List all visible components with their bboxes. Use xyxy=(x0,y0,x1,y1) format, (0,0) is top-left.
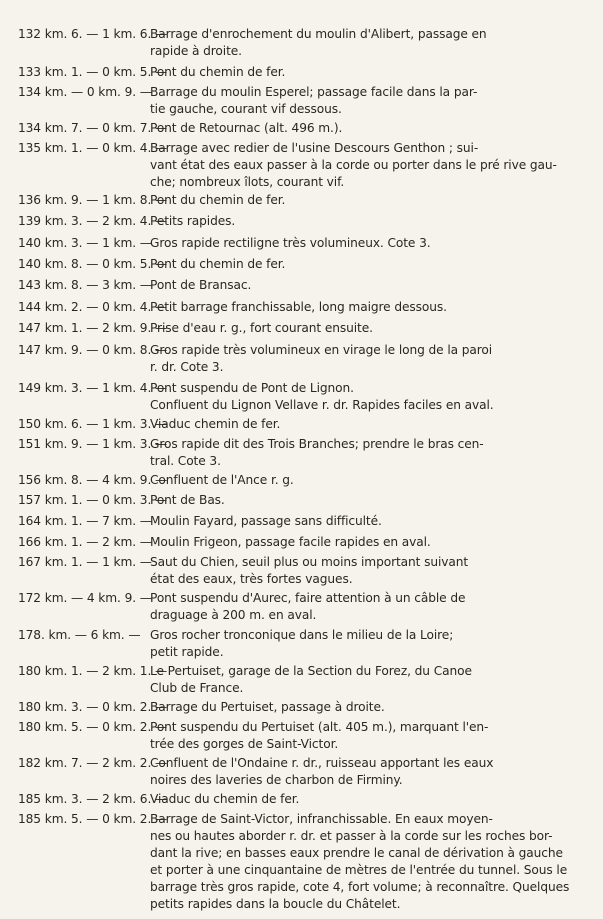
description-line: Saut du Chien, seuil plus ou moins important suivant xyxy=(150,555,469,569)
description-line: trée des gorges de Saint-Victor. xyxy=(150,737,339,751)
km-marker: 149 km. 3. — 1 km. 4. — xyxy=(18,381,168,395)
km-marker: 178. km. — 6 km. — xyxy=(18,628,141,642)
entry-description xyxy=(150,213,562,230)
description-line: Pont suspendu d'Aurec, faire attention à un câble de xyxy=(150,591,466,605)
entry-description xyxy=(150,492,562,509)
km-marker: 134 km. 7. — 0 km. 7. — xyxy=(18,121,168,135)
description-line: Pont de Bas. xyxy=(150,493,225,507)
description-line: nes ou hautes aborder r. dr. et passer à la corde sur les roches bor- xyxy=(150,829,553,843)
description-line: draguage à 200 m. en aval. xyxy=(150,608,317,622)
entry-description xyxy=(150,791,562,808)
description-line: Barrage du Pertuiset, passage à droite. xyxy=(150,700,385,714)
description-line: Barrage avec redier de l'usine Descours Genthon ; sui- xyxy=(150,141,479,155)
description-line: Gros rapide rectiligne très volumineux. Cote 3. xyxy=(150,236,431,250)
km-marker: 139 km. 3. — 2 km. 4. — xyxy=(18,214,168,228)
km-marker: 180 km. 1. — 2 km. 1. — xyxy=(18,664,168,678)
km-marker: 144 km. 2. — 0 km. 4. — xyxy=(18,300,168,314)
entry-description xyxy=(150,64,562,81)
km-marker: 133 km. 1. — 0 km. 5. — xyxy=(18,65,168,79)
km-marker: 134 km. — 0 km. 9. — xyxy=(18,85,152,99)
km-marker: 147 km. 9. — 0 km. 8. — xyxy=(18,343,168,357)
description-line: Moulin Frigeon, passage facile rapides en aval. xyxy=(150,535,431,549)
km-marker: 185 km. 3. — 2 km. 6. — xyxy=(18,792,168,806)
description-line: tie gauche, courant vif dessous. xyxy=(150,102,342,116)
description-line: Pont de Retournac (alt. 496 m.). xyxy=(150,121,343,135)
description-line: Le Pertuiset, garage de la Section du Forez, du Canoe xyxy=(150,664,472,678)
description-line: et porter à une cinquantaine de mètres de l'entrée du tunnel. Sous le xyxy=(150,863,568,877)
description-line: Barrage du moulin Esperel; passage facile dans la par- xyxy=(150,85,478,99)
km-marker: 182 km. 7. — 2 km. 2. — xyxy=(18,756,168,770)
description-line: état des eaux, très fortes vagues. xyxy=(150,572,353,586)
km-marker: 180 km. 3. — 0 km. 2. — xyxy=(18,700,168,714)
entry-description xyxy=(150,192,562,209)
km-marker: 136 km. 9. — 1 km. 8. — xyxy=(18,193,168,207)
km-marker: 167 km. 1. — 1 km. — xyxy=(18,555,152,569)
description-line: Barrage de Saint-Victor, infranchissable. En eaux moyen- xyxy=(150,812,493,826)
description-line: Confluent de l'Ondaine r. dr., ruisseau apportant les eaux xyxy=(150,756,494,770)
entry-description xyxy=(150,436,562,470)
entry-description xyxy=(150,235,562,252)
description-line: petits rapides dans la boucle du Châtelet. xyxy=(150,897,401,911)
km-marker: 157 km. 1. — 0 km. 3. — xyxy=(18,493,168,507)
entry-description xyxy=(150,554,562,588)
entry-description xyxy=(150,299,562,316)
entry-description xyxy=(150,320,562,337)
km-marker: 172 km. — 4 km. 9. — xyxy=(18,591,152,605)
km-marker: 147 km. 1. — 2 km. 9. — xyxy=(18,321,168,335)
entry-description xyxy=(150,513,562,530)
entry-description xyxy=(150,534,562,551)
description-line: Pont du chemin de fer. xyxy=(150,65,286,79)
description-line: Pont du chemin de fer. xyxy=(150,193,286,207)
description-line: Petit barrage franchissable, long maigre dessous. xyxy=(150,300,447,314)
description-line: Gros rapide dit des Trois Branches; prendre le bras cen- xyxy=(150,437,484,451)
description-line: dant la rive; en basses eaux prendre le canal de dérivation à gauche xyxy=(150,846,563,860)
description-line: Barrage d'enrochement du moulin d'Alibert, passage en xyxy=(150,27,487,41)
entry-description xyxy=(150,472,562,489)
description-line: Moulin Fayard, passage sans difficulté. xyxy=(150,514,382,528)
description-line: Gros rocher tronconique dans le milieu de la Loire; xyxy=(150,628,454,642)
km-marker: 164 km. 1. — 7 km. — xyxy=(18,514,152,528)
description-line: Club de France. xyxy=(150,681,244,695)
description-line: che; nombreux îlots, courant vif. xyxy=(150,175,345,189)
km-marker: 185 km. 5. — 0 km. 2. — xyxy=(18,812,168,826)
entry-description xyxy=(150,140,562,191)
description-line: Viaduc chemin de fer. xyxy=(150,417,281,431)
km-marker: 151 km. 9. — 1 km. 3. — xyxy=(18,437,168,451)
entry-description xyxy=(150,811,570,913)
km-marker: 180 km. 5. — 0 km. 2. — xyxy=(18,720,168,734)
description-line: Pont suspendu de Pont de Lignon. xyxy=(150,381,354,395)
description-line: barrage très gros rapide, cote 4, fort volume; à reconnaître. Quelques xyxy=(150,880,570,894)
description-line: Confluent du Lignon Vellave r. dr. Rapides faciles en aval. xyxy=(150,398,494,412)
description-line: tral. Cote 3. xyxy=(150,454,221,468)
description-line: r. dr. Cote 3. xyxy=(150,360,224,374)
entry-description xyxy=(150,26,562,60)
description-line: Gros rapide très volumineux en virage le long de la paroi xyxy=(150,343,493,357)
entry-description xyxy=(150,719,562,753)
entry-description xyxy=(150,663,562,697)
description-line: Pont du chemin de fer. xyxy=(150,257,286,271)
entry-description xyxy=(150,416,562,433)
km-marker: 150 km. 6. — 1 km. 3. — xyxy=(18,417,168,431)
description-line: Viaduc du chemin de fer. xyxy=(150,792,300,806)
km-marker: 143 km. 8. — 3 km. — xyxy=(18,278,152,292)
entry-description xyxy=(150,699,562,716)
entry-description xyxy=(150,755,562,789)
description-line: noires des laveries de charbon de Firminy. xyxy=(150,773,403,787)
description-line: petit rapide. xyxy=(150,645,224,659)
km-marker: 140 km. 3. — 1 km. — xyxy=(18,236,152,250)
km-marker: 135 km. 1. — 0 km. 4. — xyxy=(18,141,168,155)
entry-description xyxy=(150,380,562,414)
description-line: Prise d'eau r. g., fort courant ensuite. xyxy=(150,321,373,335)
description-line: rapide à droite. xyxy=(150,44,242,58)
entry-description xyxy=(150,342,562,376)
description-line: Pont suspendu du Pertuiset (alt. 405 m.), marquant l'en- xyxy=(150,720,489,734)
entry-description xyxy=(150,84,562,118)
description-line: Confluent de l'Ance r. g. xyxy=(150,473,294,487)
km-marker: 166 km. 1. — 2 km. — xyxy=(18,535,152,549)
km-marker: 140 km. 8. — 0 km. 5. — xyxy=(18,257,168,271)
description-line: vant état des eaux passer à la corde ou porter dans le pré rive gau- xyxy=(150,158,557,172)
entry-description xyxy=(150,627,562,661)
description-line: Pont de Bransac. xyxy=(150,278,252,292)
entry-description xyxy=(150,256,562,273)
km-marker: 132 km. 6. — 1 km. 6. — xyxy=(18,27,168,41)
entry-description xyxy=(150,277,562,294)
entry-description xyxy=(150,120,562,137)
description-line: Petits rapides. xyxy=(150,214,236,228)
km-marker: 156 km. 8. — 4 km. 9. — xyxy=(18,473,168,487)
entry-description xyxy=(150,590,562,624)
